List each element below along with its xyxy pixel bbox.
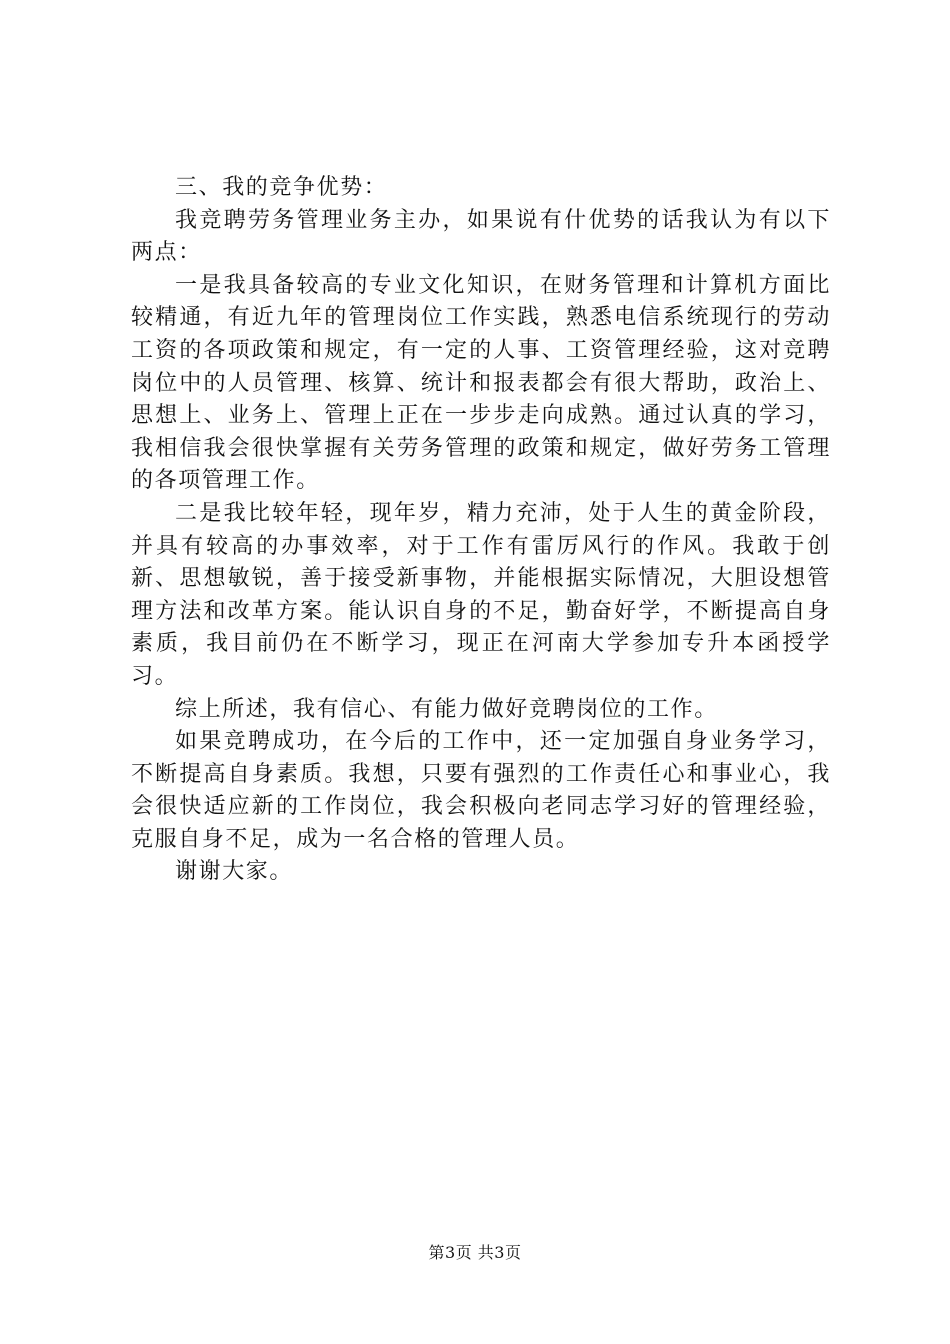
page-number-footer: 第3页 共3页 xyxy=(428,1243,522,1262)
paragraph-advantage-one: 一是我具备较高的专业文化知识，在财务管理和计算机方面比较精通，有近九年的管理岗位工作实践，熟悉电信系统现行的劳动工资的各项政策和规定，有一定的人事、工资管理经验，这对竞聘岗位中的人员管理、核算、统计和报表都会有很大帮助，政治上、思想上、业务上、管理上正在一步步走向成熟。通过认真的学习，我相信我会很快掌握有关劳务管理的政策和规定，做好劳务工管理的各项管理工作。 xyxy=(131,272,831,494)
section-heading: 三、我的竞争优势： xyxy=(175,175,388,200)
paragraph-intro: 我竞聘劳务管理业务主办，如果说有什优势的话我认为有以下两点： xyxy=(131,207,831,266)
paragraph-commitment: 如果竞聘成功，在今后的工作中，还一定加强自身业务学习，不断提高自身素质。我想，只要有强烈的工作责任心和事业心，我会很快适应新的工作岗位，我会积极向老同志学习好的管理经验，克服自身不足，成为一名合格的管理人员。 xyxy=(131,729,831,852)
paragraph-summary: 综上所述，我有信心、有能力做好竞聘岗位的工作。 xyxy=(175,696,718,722)
document-body xyxy=(131,172,831,889)
paragraph-advantage-two: 二是我比较年轻，现年岁，精力充沛，处于人生的黄金阶段，并具有较高的办事效率，对于工作有雷厉风行的作风。我敢于创新、思想敏锐，善于接受新事物，并能根据实际情况，大胆设想管理方法和改革方案。能认识自身的不足，勤奋好学，不断提高自身素质，我目前仍在不断学习，现正在河南大学参加专升本函授学习。 xyxy=(131,500,831,689)
paragraph-closing: 谢谢大家。 xyxy=(175,859,294,885)
